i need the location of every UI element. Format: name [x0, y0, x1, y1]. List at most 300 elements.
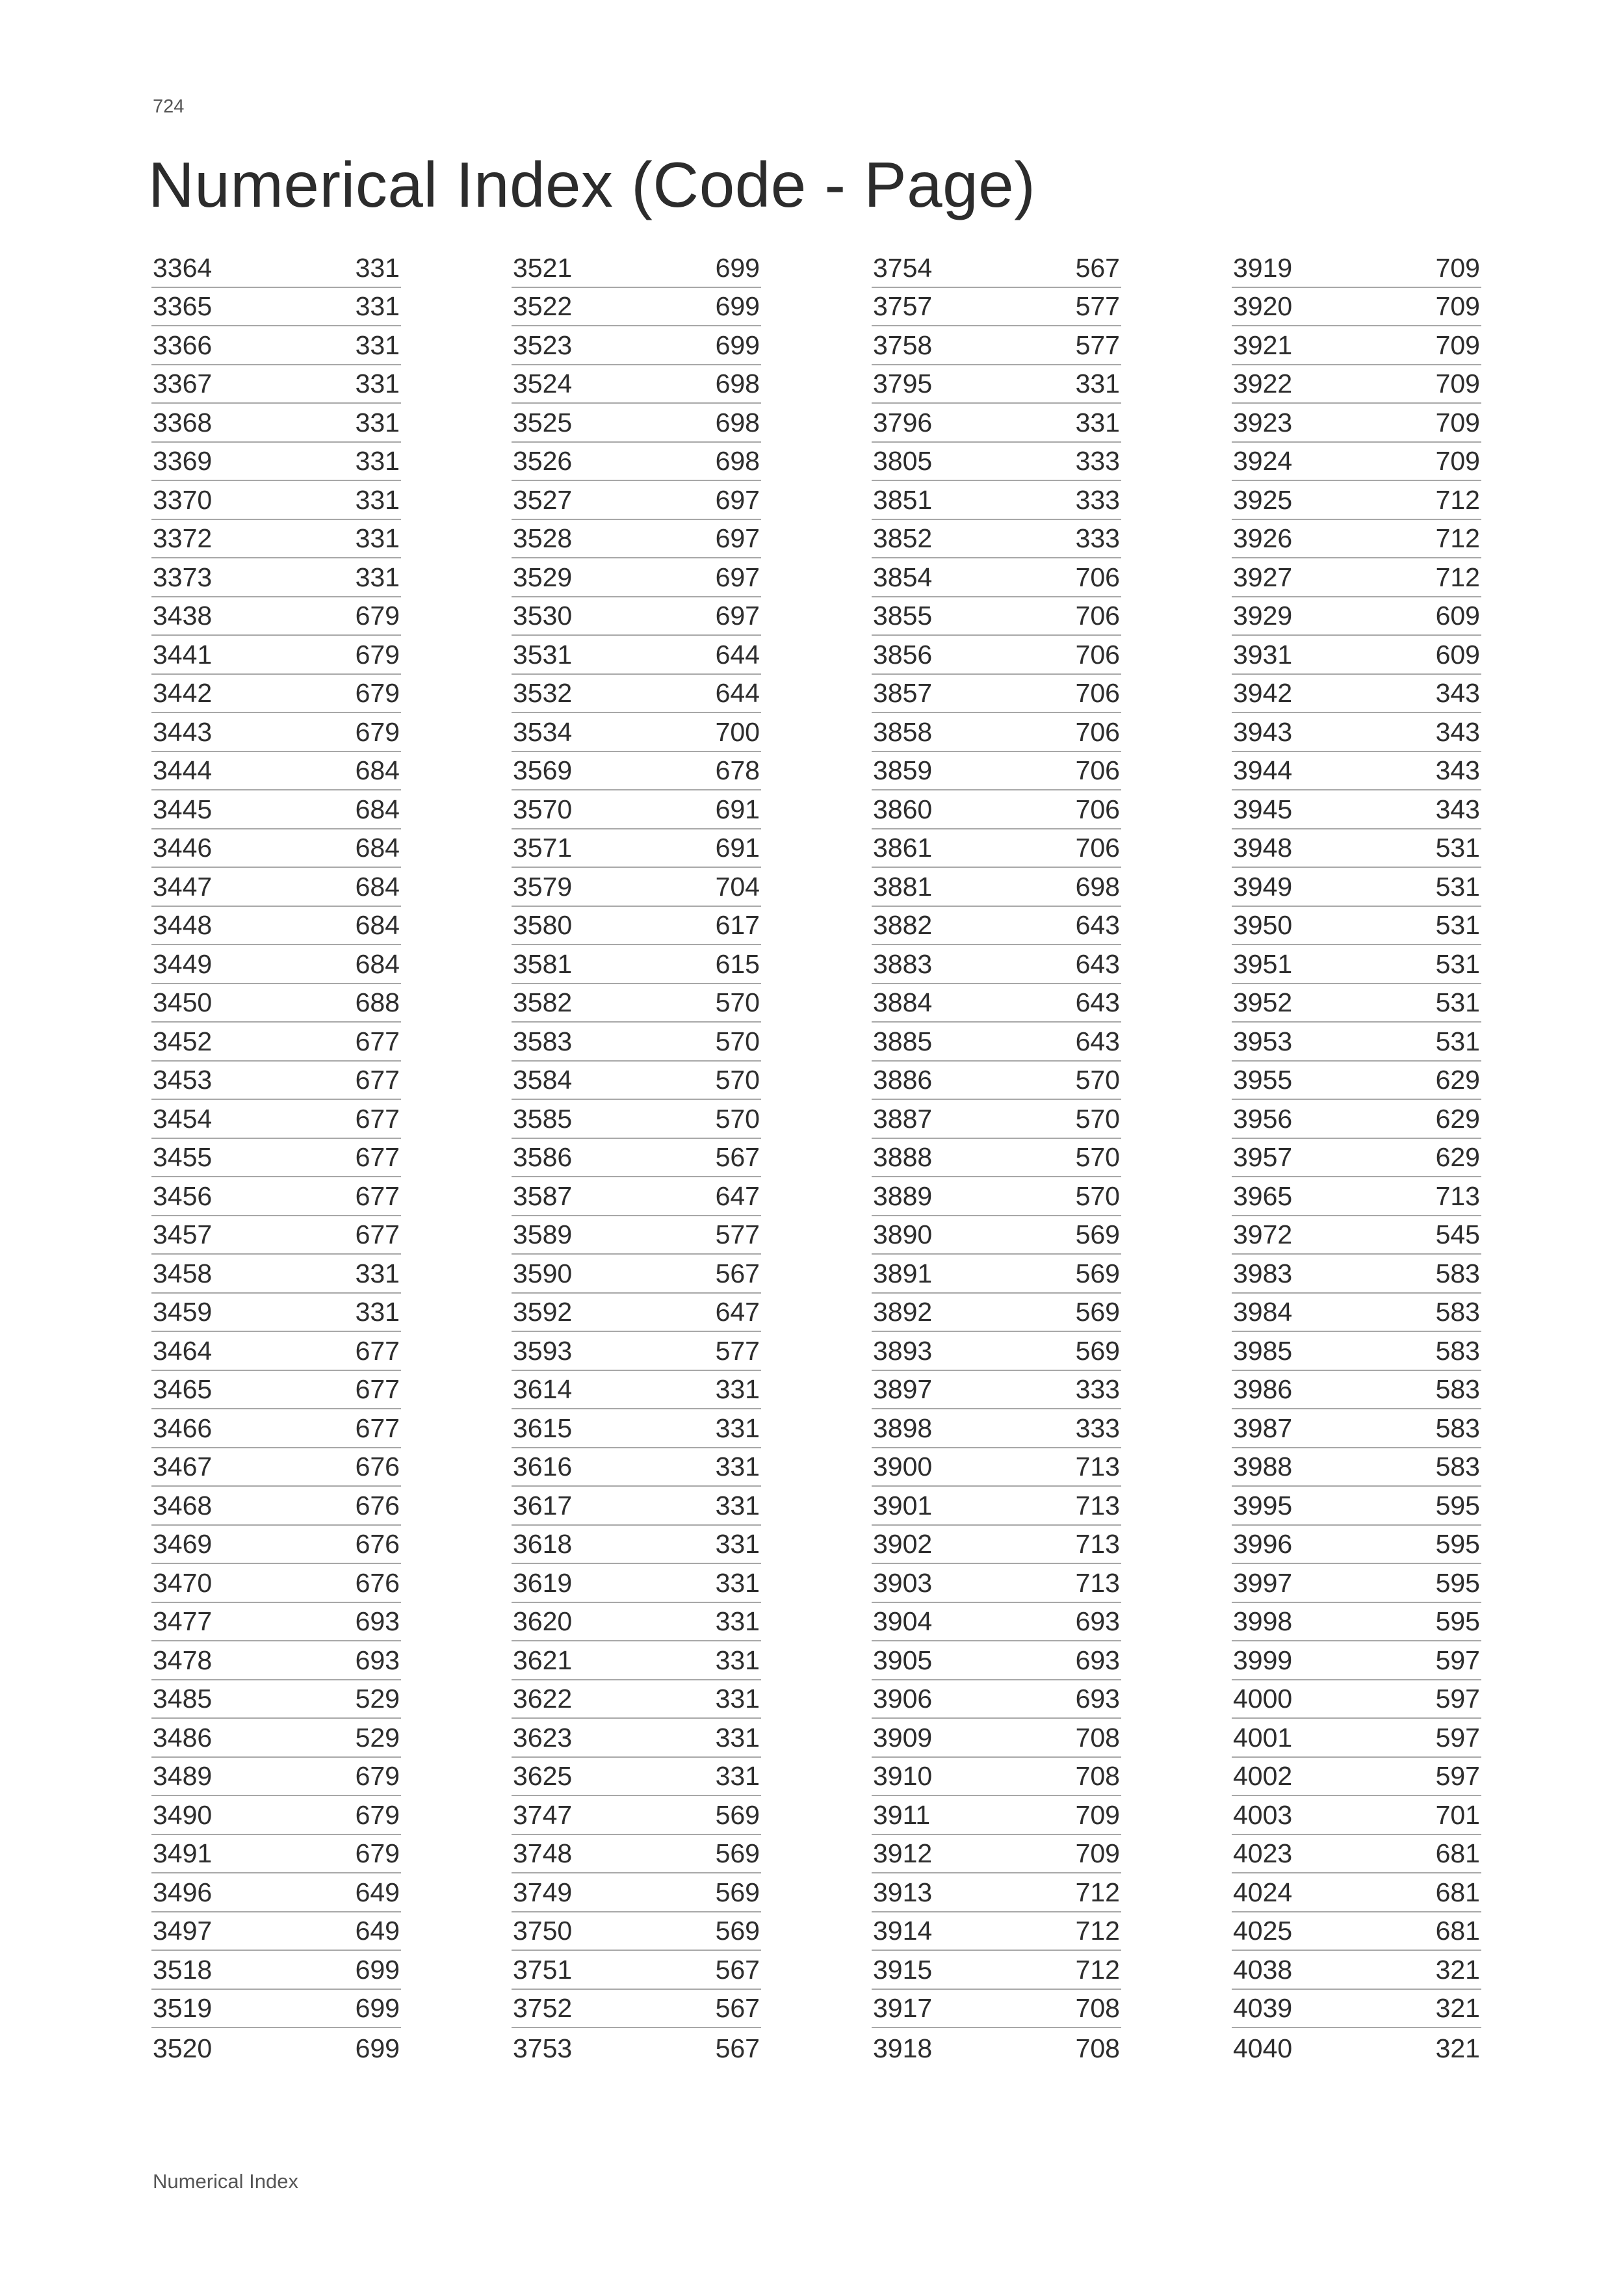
- code-value: 3995: [1233, 1490, 1293, 1520]
- index-row: [512, 1603, 761, 1642]
- code-value: 3592: [513, 1297, 573, 1327]
- code-value: 3581: [513, 948, 573, 979]
- index-row: [872, 558, 1121, 597]
- index-row: [1232, 1719, 1481, 1758]
- page-reference: 647: [715, 1297, 760, 1327]
- page-reference: 709: [1075, 1799, 1120, 1830]
- index-row: [151, 1023, 401, 1062]
- page-reference: 700: [715, 716, 760, 747]
- code-value: 3996: [1233, 1529, 1293, 1559]
- code-value: 3450: [153, 987, 213, 1017]
- index-row: [151, 365, 401, 404]
- code-value: 3496: [153, 1877, 213, 1907]
- index-row: [151, 1680, 401, 1719]
- index-column-2: [512, 249, 761, 2067]
- index-row: [512, 1294, 761, 1333]
- page-reference: 567: [715, 1954, 760, 1985]
- page-reference: 597: [1435, 1645, 1480, 1675]
- code-value: 3586: [513, 1142, 573, 1172]
- index-row: [151, 326, 401, 365]
- page-reference: 570: [1075, 1142, 1120, 1172]
- code-value: 3520: [153, 2033, 213, 2063]
- page-title: Numerical Index (Code - Page): [148, 149, 1036, 220]
- page-reference: 567: [715, 1993, 760, 2023]
- page-reference: 681: [1435, 1838, 1480, 1868]
- index-row: [1232, 868, 1481, 907]
- index-row: [512, 1990, 761, 2029]
- code-value: 3795: [873, 369, 933, 398]
- code-value: 3950: [1233, 910, 1293, 940]
- page-reference: 649: [355, 1916, 400, 1946]
- code-value: 3518: [153, 1954, 213, 1985]
- page-reference: 693: [355, 1645, 400, 1675]
- code-value: 3909: [873, 1722, 933, 1753]
- index-row: [872, 1796, 1121, 1835]
- page-reference: 698: [715, 407, 760, 437]
- code-value: 3456: [153, 1181, 213, 1211]
- page-reference: 677: [355, 1413, 400, 1443]
- index-row: [1232, 1294, 1481, 1333]
- index-row: [512, 1216, 761, 1255]
- page-reference: 699: [715, 252, 760, 283]
- page-reference: 331: [355, 407, 400, 437]
- index-row: [512, 1100, 761, 1139]
- page-reference: 644: [715, 639, 760, 670]
- page-reference: 567: [715, 1258, 760, 1288]
- index-row: [872, 365, 1121, 404]
- page-reference: 331: [715, 1684, 760, 1714]
- code-value: 3442: [153, 678, 213, 708]
- index-row: [1232, 1912, 1481, 1951]
- page-reference: 708: [1075, 2033, 1120, 2063]
- page-reference: 688: [355, 987, 400, 1017]
- page-reference: 676: [355, 1452, 400, 1481]
- page-reference: 331: [715, 1645, 760, 1675]
- page-reference: 709: [1435, 291, 1480, 321]
- page-reference: 567: [715, 2033, 760, 2063]
- page-reference: 677: [355, 1374, 400, 1404]
- page-reference: 706: [1075, 716, 1120, 747]
- index-row: [151, 1487, 401, 1526]
- page-reference: 531: [1435, 871, 1480, 902]
- page-reference: 677: [355, 1026, 400, 1056]
- page-reference: 629: [1435, 1142, 1480, 1172]
- index-row: [151, 1873, 401, 1912]
- code-value: 3531: [513, 639, 573, 670]
- page-reference: 676: [355, 1490, 400, 1520]
- index-row: [151, 558, 401, 597]
- code-value: 3757: [873, 291, 933, 321]
- index-row: [1232, 365, 1481, 404]
- page-reference: 679: [355, 601, 400, 631]
- code-value: 3882: [873, 910, 933, 940]
- index-row: [1232, 1796, 1481, 1835]
- index-row: [872, 829, 1121, 868]
- index-row: [872, 1062, 1121, 1101]
- page-reference: 333: [1075, 523, 1120, 553]
- page-reference: 595: [1435, 1567, 1480, 1598]
- index-row: [512, 829, 761, 868]
- code-value: 3468: [153, 1490, 213, 1520]
- index-row: [151, 713, 401, 752]
- index-row: [151, 945, 401, 984]
- code-value: 3943: [1233, 716, 1293, 747]
- code-value: 3942: [1233, 678, 1293, 708]
- index-row: [872, 1371, 1121, 1410]
- index-row: [512, 1062, 761, 1101]
- page-reference: 331: [355, 523, 400, 553]
- page-reference: 597: [1435, 1761, 1480, 1791]
- code-value: 3527: [513, 484, 573, 515]
- page-reference: 677: [355, 1335, 400, 1366]
- page-reference: 569: [715, 1838, 760, 1868]
- page-reference: 712: [1075, 1954, 1120, 1985]
- index-row: [872, 1526, 1121, 1565]
- index-row: [151, 1332, 401, 1371]
- code-value: 3925: [1233, 484, 1293, 515]
- page-reference: 343: [1435, 755, 1480, 785]
- index-row: [1232, 1758, 1481, 1797]
- code-value: 3571: [513, 833, 573, 863]
- page-reference: 577: [1075, 291, 1120, 321]
- index-row: [872, 288, 1121, 327]
- code-value: 3957: [1233, 1142, 1293, 1172]
- code-value: 3619: [513, 1567, 573, 1598]
- page-reference: 713: [1075, 1490, 1120, 1520]
- index-row: [512, 1835, 761, 1874]
- index-row: [872, 1409, 1121, 1448]
- code-value: 3580: [513, 910, 573, 940]
- page-reference: 706: [1075, 833, 1120, 863]
- code-value: 3997: [1233, 1567, 1293, 1598]
- page-reference: 697: [715, 601, 760, 631]
- index-row: [872, 1332, 1121, 1371]
- index-row: [151, 1951, 401, 1990]
- code-value: 3373: [153, 562, 213, 592]
- index-row: [1232, 907, 1481, 946]
- page-reference: 331: [715, 1606, 760, 1636]
- code-value: 3521: [513, 252, 573, 283]
- code-value: 3987: [1233, 1413, 1293, 1443]
- code-value: 3366: [153, 330, 213, 360]
- page-reference: 570: [715, 1065, 760, 1095]
- code-value: 3898: [873, 1413, 933, 1443]
- code-value: 3998: [1233, 1606, 1293, 1636]
- index-row: [1232, 1023, 1481, 1062]
- page-reference: 679: [355, 1838, 400, 1868]
- page-reference: 677: [355, 1181, 400, 1211]
- index-row: [1232, 1641, 1481, 1680]
- index-table: [151, 249, 1481, 2067]
- code-value: 3856: [873, 639, 933, 670]
- page-reference: 333: [1075, 484, 1120, 515]
- page-reference: 583: [1435, 1258, 1480, 1288]
- index-row: [512, 1255, 761, 1294]
- code-value: 3457: [153, 1220, 213, 1249]
- code-value: 3944: [1233, 755, 1293, 785]
- code-value: 3593: [513, 1335, 573, 1366]
- page-reference: 643: [1075, 987, 1120, 1017]
- index-row: [512, 752, 761, 791]
- page-reference: 609: [1435, 639, 1480, 670]
- page-reference: 569: [715, 1799, 760, 1830]
- page-reference: 343: [1435, 794, 1480, 824]
- index-row: [872, 2028, 1121, 2067]
- page-reference: 684: [355, 948, 400, 979]
- index-row: [151, 868, 401, 907]
- index-row: [872, 1680, 1121, 1719]
- code-value: 3924: [1233, 446, 1293, 476]
- index-row: [1232, 1177, 1481, 1216]
- page-reference: 712: [1075, 1916, 1120, 1946]
- index-row: [512, 868, 761, 907]
- page-reference: 569: [1075, 1335, 1120, 1366]
- page-reference: 676: [355, 1529, 400, 1559]
- page-reference: 595: [1435, 1490, 1480, 1520]
- page-reference: 569: [1075, 1258, 1120, 1288]
- page-reference: 644: [715, 678, 760, 708]
- index-row: [151, 1526, 401, 1565]
- code-value: 3956: [1233, 1103, 1293, 1134]
- page-reference: 679: [355, 1761, 400, 1791]
- page-reference: 678: [715, 755, 760, 785]
- code-value: 3579: [513, 871, 573, 902]
- index-row: [872, 1023, 1121, 1062]
- index-row: [151, 1409, 401, 1448]
- index-row: [512, 1873, 761, 1912]
- code-value: 3922: [1233, 369, 1293, 398]
- index-row: [512, 1564, 761, 1603]
- code-value: 3529: [513, 562, 573, 592]
- index-row: [1232, 1255, 1481, 1294]
- code-value: 3855: [873, 601, 933, 631]
- code-value: 3931: [1233, 639, 1293, 670]
- code-value: 3497: [153, 1916, 213, 1946]
- page-reference: 570: [1075, 1065, 1120, 1095]
- page-reference: 331: [1075, 369, 1120, 398]
- page-reference: 709: [1435, 369, 1480, 398]
- code-value: 3758: [873, 330, 933, 360]
- page-reference: 331: [715, 1490, 760, 1520]
- code-value: 3625: [513, 1761, 573, 1791]
- page-reference: 708: [1075, 1722, 1120, 1753]
- page-reference: 331: [715, 1374, 760, 1404]
- index-row: [512, 481, 761, 520]
- index-row: [872, 1564, 1121, 1603]
- code-value: 3852: [873, 523, 933, 553]
- code-value: 3469: [153, 1529, 213, 1559]
- code-value: 3467: [153, 1452, 213, 1481]
- code-value: 3861: [873, 833, 933, 863]
- page-reference: 706: [1075, 678, 1120, 708]
- page-reference: 693: [355, 1606, 400, 1636]
- index-row: [151, 829, 401, 868]
- code-value: 3490: [153, 1799, 213, 1830]
- index-row: [512, 558, 761, 597]
- code-value: 3582: [513, 987, 573, 1017]
- code-value: 3522: [513, 291, 573, 321]
- page-reference: 609: [1435, 601, 1480, 631]
- code-value: 3881: [873, 871, 933, 902]
- page-reference: 583: [1435, 1452, 1480, 1481]
- index-row: [1232, 1139, 1481, 1178]
- code-value: 3452: [153, 1026, 213, 1056]
- code-value: 3851: [873, 484, 933, 515]
- code-value: 3523: [513, 330, 573, 360]
- code-value: 3888: [873, 1142, 933, 1172]
- code-value: 3454: [153, 1103, 213, 1134]
- code-value: 3589: [513, 1220, 573, 1249]
- code-value: 4038: [1233, 1954, 1293, 1985]
- page-reference: 321: [1435, 1954, 1480, 1985]
- page-reference: 709: [1435, 252, 1480, 283]
- index-row: [512, 1758, 761, 1797]
- code-value: 3616: [513, 1452, 573, 1481]
- code-value: 4002: [1233, 1761, 1293, 1791]
- index-row: [872, 326, 1121, 365]
- index-row: [1232, 1332, 1481, 1371]
- code-value: 3615: [513, 1413, 573, 1443]
- code-value: 3620: [513, 1606, 573, 1636]
- code-value: 3901: [873, 1490, 933, 1520]
- index-row: [872, 790, 1121, 829]
- code-value: 3447: [153, 871, 213, 902]
- page-reference: 706: [1075, 562, 1120, 592]
- page-reference: 693: [1075, 1684, 1120, 1714]
- index-row: [512, 365, 761, 404]
- code-value: 3988: [1233, 1452, 1293, 1481]
- page-reference: 569: [1075, 1297, 1120, 1327]
- index-row: [151, 1603, 401, 1642]
- index-row: [872, 1216, 1121, 1255]
- code-value: 3748: [513, 1838, 573, 1868]
- index-row: [872, 1641, 1121, 1680]
- code-value: 3444: [153, 755, 213, 785]
- index-row: [1232, 1564, 1481, 1603]
- index-row: [512, 1023, 761, 1062]
- page-reference: 698: [715, 446, 760, 476]
- index-row: [1232, 829, 1481, 868]
- page-reference: 712: [1075, 1877, 1120, 1907]
- index-row: [872, 1255, 1121, 1294]
- index-row: [151, 1719, 401, 1758]
- code-value: 3441: [153, 639, 213, 670]
- code-value: 3583: [513, 1026, 573, 1056]
- page-number: 724: [153, 96, 185, 117]
- code-value: 3929: [1233, 601, 1293, 631]
- code-value: 3464: [153, 1335, 213, 1366]
- page-reference: 583: [1435, 1297, 1480, 1327]
- page-reference: 331: [355, 446, 400, 476]
- index-row: [1232, 249, 1481, 288]
- code-value: 3751: [513, 1954, 573, 1985]
- code-value: 4000: [1233, 1684, 1293, 1714]
- code-value: 3459: [153, 1297, 213, 1327]
- code-value: 3858: [873, 716, 933, 747]
- code-value: 3912: [873, 1838, 933, 1868]
- page-reference: 684: [355, 794, 400, 824]
- index-row: [872, 713, 1121, 752]
- code-value: 3618: [513, 1529, 573, 1559]
- code-value: 3570: [513, 794, 573, 824]
- code-value: 3438: [153, 601, 213, 631]
- index-row: [151, 1294, 401, 1333]
- page-reference: 595: [1435, 1529, 1480, 1559]
- page-reference: 333: [1075, 1374, 1120, 1404]
- code-value: 3910: [873, 1761, 933, 1791]
- index-row: [872, 1990, 1121, 2029]
- index-row: [512, 945, 761, 984]
- code-value: 3984: [1233, 1297, 1293, 1327]
- code-value: 3526: [513, 446, 573, 476]
- code-value: 3917: [873, 1993, 933, 2023]
- page-reference: 583: [1435, 1335, 1480, 1366]
- code-value: 3891: [873, 1258, 933, 1288]
- code-value: 3587: [513, 1181, 573, 1211]
- index-row: [512, 1487, 761, 1526]
- index-row: [151, 1255, 401, 1294]
- index-row: [512, 1796, 761, 1835]
- page-reference: 681: [1435, 1877, 1480, 1907]
- page-reference: 321: [1435, 1993, 1480, 2023]
- index-row: [872, 1139, 1121, 1178]
- index-row: [872, 907, 1121, 946]
- page-reference: 649: [355, 1877, 400, 1907]
- index-row: [1232, 636, 1481, 675]
- code-value: 3524: [513, 369, 573, 398]
- page-reference: 629: [1435, 1065, 1480, 1095]
- code-value: 3893: [873, 1335, 933, 1366]
- code-value: 3923: [1233, 407, 1293, 437]
- index-row: [1232, 404, 1481, 443]
- index-row: [1232, 675, 1481, 714]
- code-value: 3897: [873, 1374, 933, 1404]
- index-row: [512, 1448, 761, 1487]
- page-reference: 577: [715, 1220, 760, 1249]
- index-row: [1232, 1448, 1481, 1487]
- code-value: 3585: [513, 1103, 573, 1134]
- code-value: 3955: [1233, 1065, 1293, 1095]
- page-reference: 617: [715, 910, 760, 940]
- code-value: 4024: [1233, 1877, 1293, 1907]
- page-reference: 679: [355, 639, 400, 670]
- index-row: [512, 636, 761, 675]
- index-row: [872, 443, 1121, 482]
- code-value: 3985: [1233, 1335, 1293, 1366]
- code-value: 3914: [873, 1916, 933, 1946]
- page-reference: 706: [1075, 601, 1120, 631]
- index-row: [872, 1758, 1121, 1797]
- page-reference: 709: [1435, 407, 1480, 437]
- code-value: 3465: [153, 1374, 213, 1404]
- page-reference: 331: [355, 369, 400, 398]
- page-reference: 713: [1075, 1529, 1120, 1559]
- page-reference: 693: [1075, 1606, 1120, 1636]
- page-reference: 570: [1075, 1103, 1120, 1134]
- page-reference: 331: [715, 1567, 760, 1598]
- page-reference: 691: [715, 833, 760, 863]
- index-row: [512, 984, 761, 1023]
- page-reference: 708: [1075, 1993, 1120, 2023]
- code-value: 3859: [873, 755, 933, 785]
- index-row: [512, 1332, 761, 1371]
- index-row: [872, 404, 1121, 443]
- page-reference: 704: [715, 871, 760, 902]
- page-reference: 343: [1435, 716, 1480, 747]
- index-row: [151, 520, 401, 559]
- index-row: [151, 1100, 401, 1139]
- page-reference: 712: [1435, 562, 1480, 592]
